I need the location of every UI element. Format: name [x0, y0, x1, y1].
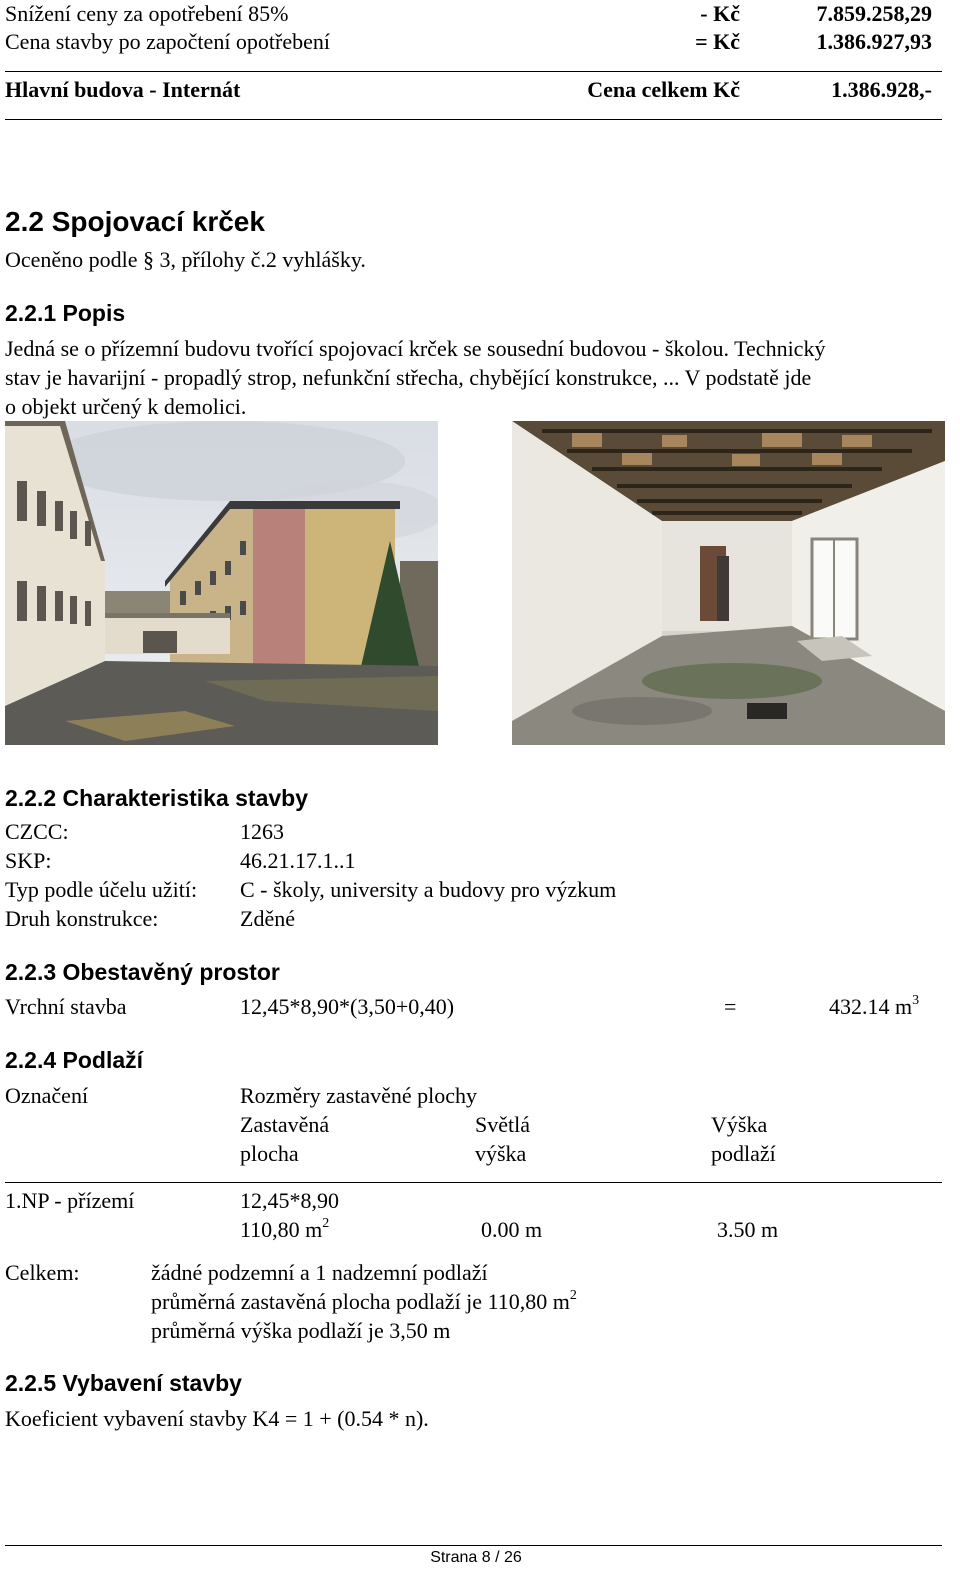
charakteristika-label-skp: SKP: [5, 848, 52, 873]
popis-heading: 2.2.1 Popis [5, 300, 126, 326]
podlazi-row-height: 3.50 m [717, 1217, 779, 1242]
page-number: Strana 8 / 26 [430, 1549, 522, 1566]
charakteristika-label-typ: Typ podle účelu užití: [5, 877, 198, 902]
summary-total-value: 1.386.928,- [831, 77, 932, 102]
charakteristika-heading: 2.2.2 Charakteristika stavby [5, 785, 309, 811]
summary-rule [5, 71, 942, 72]
podlazi-heading: 2.2.4 Podlaží [5, 1047, 144, 1073]
footer-rule [5, 1545, 942, 1546]
obestaveny-heading: 2.2.3 Obestavěný prostor [5, 959, 280, 985]
section-subtitle: Oceněno podle § 3, přílohy č.2 vyhlášky. [5, 247, 366, 272]
podlazi-col1-b: plocha [240, 1141, 299, 1166]
podlazi-row-name: 1.NP - přízemí [5, 1188, 135, 1213]
podlazi-total-line-2: průměrná zastavěná plocha podlaží je 110,80 $m^2$ [151, 1287, 577, 1314]
obestaveny-result: 432.14 $m^3$ [829, 992, 920, 1019]
charakteristika-value-skp: 46.21.17.1..1 [240, 848, 356, 873]
podlazi-row-area-exponent: 2 [322, 1215, 330, 1231]
podlazi-row-dims: 12,45*8,90 [240, 1188, 339, 1213]
exterior-photo [5, 421, 438, 745]
summary-row2-sign: = Kč [695, 29, 740, 54]
vybaveni-heading: 2.2.5 Vybavení stavby [5, 1370, 242, 1396]
summary-bottom-rule [5, 119, 942, 120]
summary-row2-label: Cena stavby po započtení opotřebení [5, 29, 331, 54]
charakteristika-label-czcc: CZCC: [5, 819, 69, 844]
popis-line-2: stav je havarijní - propadlý strop, nefunkční střecha, chybějící konstrukce, ... V podstatě jde [5, 365, 812, 390]
charakteristika-value-czcc: 1263 [240, 819, 284, 844]
podlazi-rule [5, 1182, 942, 1183]
obestaveny-result-exponent: 3 [912, 992, 920, 1008]
obestaveny-formula: 12,45*8,90*(3,50+0,40) [240, 994, 455, 1019]
podlazi-total-line-2-exponent: 2 [569, 1287, 577, 1303]
popis-line-3: o objekt určený k demolici. [5, 394, 247, 419]
podlazi-total-line-1: žádné podzemní a 1 nadzemní podlaží [151, 1260, 488, 1285]
popis-line-1: Jedná se o přízemní budovu tvořící spojovací krček se sousední budovou - školou. Technický [5, 336, 826, 361]
summary-row2-value: 1.386.927,93 [816, 29, 932, 54]
vybaveni-text: Koeficient vybavení stavby K4 = 1 + (0.54 * n). [5, 1406, 429, 1431]
obestaveny-label: Vrchní stavba [5, 994, 127, 1019]
podlazi-col3-a: Výška [711, 1112, 768, 1137]
charakteristika-value-typ: C - školy, university a budovy pro výzkum [240, 877, 617, 902]
summary-row1-sign: - Kč [700, 1, 740, 26]
podlazi-row-clear: 0.00 m [481, 1217, 543, 1242]
section-title: 2.2 Spojovací krček [5, 206, 265, 237]
podlazi-col2-a: Světlá [475, 1112, 530, 1137]
charakteristika-label-druh: Druh konstrukce: [5, 906, 159, 931]
summary-total-label: Hlavní budova - Internát [5, 77, 241, 102]
podlazi-row-area: 110,80 $m^2$ [240, 1215, 330, 1242]
obestaveny-equals: = [724, 994, 737, 1019]
interior-photo [512, 421, 945, 745]
podlazi-col-group: Rozměry zastavěné plochy [240, 1083, 478, 1108]
podlazi-total-label: Celkem: [5, 1260, 80, 1285]
podlazi-col2-b: výška [475, 1141, 527, 1166]
podlazi-col3-b: podlaží [711, 1141, 776, 1166]
summary-row1-value: 7.859.258,29 [816, 1, 932, 26]
podlazi-col-label: Označení [5, 1083, 89, 1108]
summary-row1-label: Snížení ceny za opotřebení 85% [5, 1, 289, 26]
charakteristika-value-druh: Zděné [240, 906, 295, 931]
podlazi-col1-a: Zastavěná [240, 1112, 330, 1137]
podlazi-total-line-3: průměrná výška podlaží je 3,50 m [151, 1318, 451, 1343]
summary-total-sign: Cena celkem Kč [587, 77, 740, 102]
